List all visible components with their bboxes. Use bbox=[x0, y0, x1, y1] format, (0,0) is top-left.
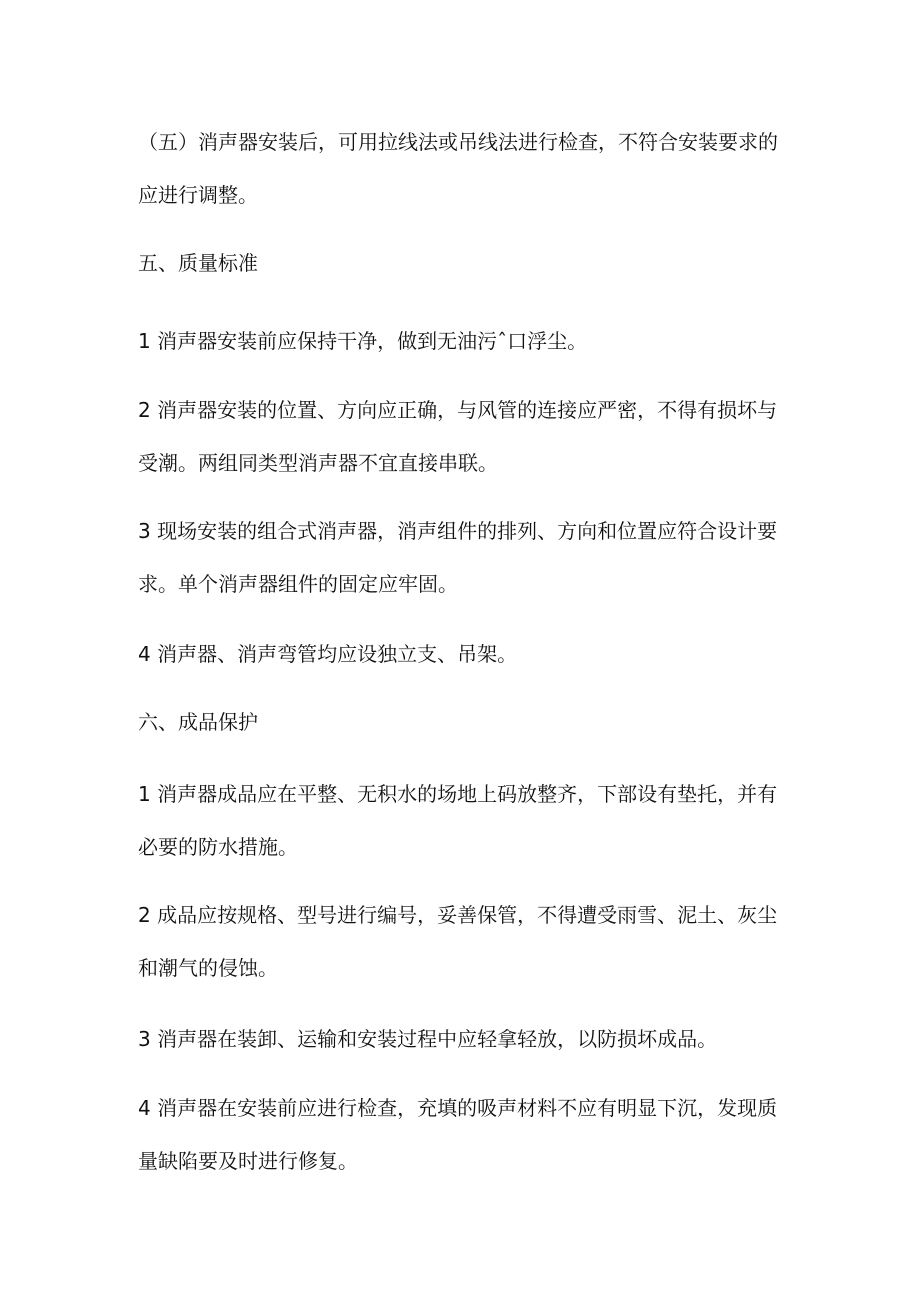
text-line: 必要的防水措施。 bbox=[138, 835, 298, 859]
protection-item-4 bbox=[138, 1082, 788, 1188]
text-line: （五）消声器安装后，可用拉线法或吊线法进行检查，不符合安装要求的 bbox=[138, 130, 778, 154]
protection-item-2 bbox=[138, 889, 788, 995]
text-line: 六、成品保护 bbox=[138, 710, 258, 734]
text-line: 受潮。两组同类型消声器不宜直接串联。 bbox=[138, 451, 498, 475]
text-line: 应进行调整。 bbox=[138, 183, 258, 207]
quality-item-3 bbox=[138, 505, 788, 611]
text-line: 4 消声器在安装前应进行检查，充填的吸声材料不应有明显下沉，发现质 bbox=[138, 1096, 778, 1120]
text-line: 五、质量标准 bbox=[138, 251, 258, 275]
text-line: 2 成品应按规格、型号进行编号，妥善保管，不得遭受雨雪、泥土、灰尘 bbox=[138, 903, 778, 927]
quality-item-4 bbox=[138, 628, 788, 681]
protection-item-3 bbox=[138, 1013, 788, 1066]
text-line: 2 消声器安装的位置、方向应正确，与风管的连接应严密，不得有损坏与 bbox=[138, 398, 778, 422]
heading-quality-standards bbox=[138, 237, 788, 290]
text-line: 求。单个消声器组件的固定应牢固。 bbox=[138, 572, 458, 596]
quality-item-1 bbox=[138, 315, 788, 368]
protection-item-1 bbox=[138, 768, 788, 874]
text-line: 和潮气的侵蚀。 bbox=[138, 956, 278, 980]
text-line: 3 现场安装的组合式消声器，消声组件的排列、方向和位置应符合设计要 bbox=[138, 519, 778, 543]
text-line: 3 消声器在装卸、运输和安装过程中应轻拿轻放，以防损坏成品。 bbox=[138, 1027, 718, 1051]
heading-product-protection bbox=[138, 696, 788, 749]
paragraph-section-5-install-check bbox=[138, 116, 788, 222]
text-line: 1 消声器安装前应保持干净，做到无油污ˆ口浮尘。 bbox=[138, 329, 588, 353]
text-line: 1 消声器成品应在平整、无积水的场地上码放整齐，下部设有垫托，并有 bbox=[138, 782, 778, 806]
quality-item-2 bbox=[138, 384, 788, 490]
text-line: 量缺陷要及时进行修复。 bbox=[138, 1149, 358, 1173]
text-line: 4 消声器、消声弯管均应设独立支、吊架。 bbox=[138, 642, 518, 666]
